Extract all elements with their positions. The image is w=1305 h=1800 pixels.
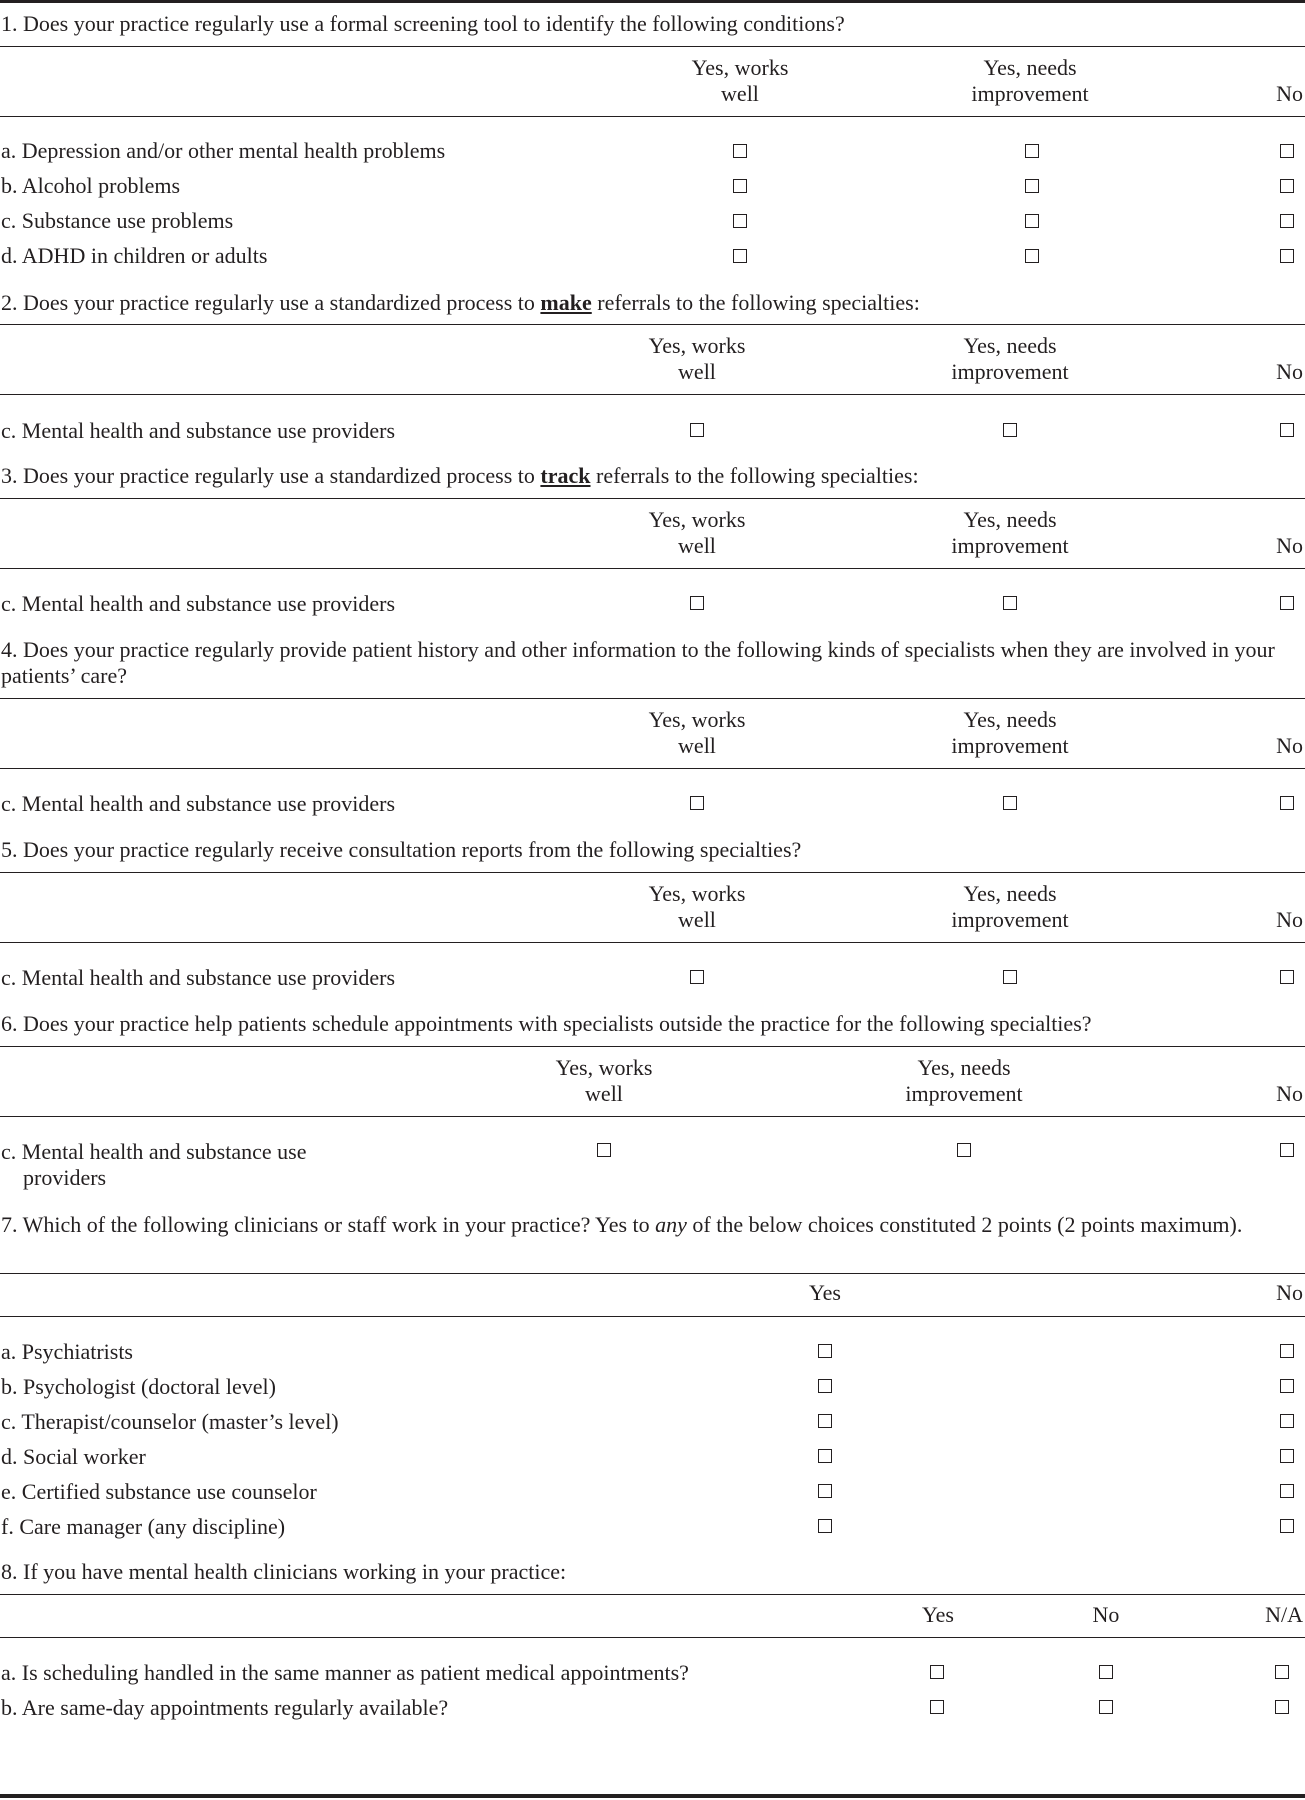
col-no-header: No — [1276, 1081, 1303, 1106]
row-label: a. Psychiatrists — [1, 1339, 133, 1364]
row-label: c. Mental health and substance use providers — [1, 591, 396, 616]
header-bottom-rule — [0, 116, 1305, 117]
question-1-text: 1. Does your practice regularly use a formal screening tool to identify the following conditions? — [1, 11, 845, 36]
checkbox-q8a-no[interactable] — [1099, 1665, 1113, 1679]
checkbox-q3c-no[interactable] — [1280, 596, 1294, 610]
question-4-text: 4. Does your practice regularly provide patient history and other information to the following kinds of specialists when they are involved in your patients’ care? — [1, 637, 1275, 688]
checkbox-q7f-no[interactable] — [1280, 1519, 1294, 1533]
checkbox-q1a-no[interactable] — [1280, 144, 1294, 158]
header-top-rule — [0, 1046, 1305, 1047]
checkbox-q8a-na[interactable] — [1275, 1665, 1289, 1679]
col-no-header: No — [1276, 533, 1303, 558]
checkbox-q8b-no[interactable] — [1099, 1700, 1113, 1714]
header-bottom-rule — [0, 1116, 1305, 1117]
col-yes-works-well-header: Yes, works well — [648, 333, 746, 384]
checkbox-q2c-no[interactable] — [1280, 423, 1294, 437]
checkbox-q3c-yes-needs-improvement[interactable] — [1003, 596, 1017, 610]
row-label: a. Is scheduling handled in the same manner as patient medical appointments? — [1, 1660, 689, 1685]
header-bottom-rule — [0, 394, 1305, 395]
header-bottom-rule — [0, 768, 1305, 769]
checkbox-q1d-yes-needs-improvement[interactable] — [1025, 249, 1039, 263]
row-label: b. Are same-day appointments regularly available? — [1, 1695, 449, 1720]
col-yes-works-well-header: Yes, works well — [691, 55, 789, 106]
row-label: c. Mental health and substance use providers — [1, 1139, 307, 1190]
row-label: f. Care manager (any discipline) — [1, 1514, 286, 1539]
col-yes-needs-improvement-header: Yes, needs improvement — [951, 333, 1069, 384]
checkbox-q7e-yes[interactable] — [818, 1484, 832, 1498]
checkbox-q5c-yes-works-well[interactable] — [690, 970, 704, 984]
col-yes-works-well-header: Yes, works well — [648, 507, 746, 558]
checkbox-q1d-no[interactable] — [1280, 249, 1294, 263]
checkbox-q7d-yes[interactable] — [818, 1449, 832, 1463]
col-yes-works-well-header: Yes, works well — [648, 707, 746, 758]
header-bottom-rule — [0, 568, 1305, 569]
checkbox-q1c-yes-needs-improvement[interactable] — [1025, 214, 1039, 228]
row-label: c. Substance use problems — [1, 208, 234, 233]
row-label: e. Certified substance use counselor — [1, 1479, 317, 1504]
header-bottom-rule — [0, 1316, 1305, 1317]
col-yes-works-well-header: Yes, works well — [648, 881, 746, 932]
checkbox-q1c-no[interactable] — [1280, 214, 1294, 228]
header-bottom-rule — [0, 1637, 1305, 1638]
checkbox-q7b-no[interactable] — [1280, 1379, 1294, 1393]
row-label: d. ADHD in children or adults — [1, 243, 268, 268]
top-border — [0, 0, 1305, 3]
row-label: a. Depression and/or other mental health problems — [1, 138, 446, 163]
col-yes-header: Yes — [808, 1280, 841, 1305]
checkbox-q3c-yes-works-well[interactable] — [690, 596, 704, 610]
col-yes-needs-improvement-header: Yes, needs improvement — [971, 55, 1089, 106]
checkbox-q5c-yes-needs-improvement[interactable] — [1003, 970, 1017, 984]
header-top-rule — [0, 698, 1305, 699]
header-bottom-rule — [0, 942, 1305, 943]
checkbox-q1c-yes-works-well[interactable] — [733, 214, 747, 228]
col-yes-header: Yes — [921, 1602, 954, 1627]
row-label: b. Psychologist (doctoral level) — [1, 1374, 276, 1399]
bottom-border — [0, 1794, 1305, 1798]
question-5-text: 5. Does your practice regularly receive consultation reports from the following specialties? — [1, 837, 802, 862]
checkbox-q6c-no[interactable] — [1280, 1143, 1294, 1157]
row-label: c. Therapist/counselor (master’s level) — [1, 1409, 339, 1434]
col-yes-works-well-header: Yes, works well — [555, 1055, 653, 1106]
col-no-header: No — [1092, 1602, 1120, 1627]
question-8-text: 8. If you have mental health clinicians working in your practice: — [1, 1559, 567, 1584]
checkbox-q8b-yes[interactable] — [930, 1700, 944, 1714]
col-yes-needs-improvement-header: Yes, needs improvement — [951, 707, 1069, 758]
row-label: d. Social worker — [1, 1444, 146, 1469]
checkbox-q8b-na[interactable] — [1275, 1700, 1289, 1714]
checkbox-q1a-yes-works-well[interactable] — [733, 144, 747, 158]
header-top-rule — [0, 46, 1305, 47]
checkbox-q7c-no[interactable] — [1280, 1414, 1294, 1428]
checkbox-q7a-yes[interactable] — [818, 1344, 832, 1358]
checkbox-q1b-yes-works-well[interactable] — [733, 179, 747, 193]
question-2-text: 2. Does your practice regularly use a standardized process to make referrals to the following specialties: — [1, 290, 920, 315]
checkbox-q4c-yes-works-well[interactable] — [690, 796, 704, 810]
row-label: c. Mental health and substance use providers — [1, 791, 396, 816]
col-yes-needs-improvement-header: Yes, needs improvement — [951, 507, 1069, 558]
checkbox-q8a-yes[interactable] — [930, 1665, 944, 1679]
col-yes-needs-improvement-header: Yes, needs improvement — [951, 881, 1069, 932]
checkbox-q1b-no[interactable] — [1280, 179, 1294, 193]
col-no-header: No — [1276, 733, 1303, 758]
question-6-text: 6. Does your practice help patients schedule appointments with specialists outside the practice for the following specialties? — [1, 1011, 1092, 1036]
row-label: c. Mental health and substance use providers — [1, 965, 396, 990]
checkbox-q1b-yes-needs-improvement[interactable] — [1025, 179, 1039, 193]
col-no-header: No — [1276, 907, 1303, 932]
header-top-rule — [0, 498, 1305, 499]
checkbox-q5c-no[interactable] — [1280, 970, 1294, 984]
checkbox-q6c-yes-works-well[interactable] — [597, 1143, 611, 1157]
header-top-rule — [0, 1273, 1305, 1274]
col-na-header: N/A — [1265, 1602, 1303, 1627]
checkbox-q4c-yes-needs-improvement[interactable] — [1003, 796, 1017, 810]
checkbox-q7d-no[interactable] — [1280, 1449, 1294, 1463]
col-no-header: No — [1276, 359, 1303, 384]
row-label: c. Mental health and substance use providers — [1, 418, 396, 443]
checkbox-q1a-yes-needs-improvement[interactable] — [1025, 144, 1039, 158]
question-7-text: 7. Which of the following clinicians or staff work in your practice? Yes to any of the below choices constituted 2 points (2 points maximum). — [1, 1212, 1243, 1237]
checkbox-q1d-yes-works-well[interactable] — [733, 249, 747, 263]
checkbox-q7c-yes[interactable] — [818, 1414, 832, 1428]
checkbox-q6c-yes-needs-improvement[interactable] — [957, 1143, 971, 1157]
row-label: b. Alcohol problems — [1, 173, 181, 198]
checkbox-q7b-yes[interactable] — [818, 1379, 832, 1393]
checkbox-q7a-no[interactable] — [1280, 1344, 1294, 1358]
checkbox-q7e-no[interactable] — [1280, 1484, 1294, 1498]
col-yes-needs-improvement-header: Yes, needs improvement — [905, 1055, 1023, 1106]
header-top-rule — [0, 1594, 1305, 1595]
col-no-header: No — [1276, 1280, 1303, 1305]
question-3-text: 3. Does your practice regularly use a standardized process to track referrals to the following specialties: — [1, 463, 919, 488]
header-top-rule — [0, 872, 1305, 873]
col-no-header: No — [1276, 81, 1303, 106]
checkbox-q4c-no[interactable] — [1280, 796, 1294, 810]
checkbox-q2c-yes-needs-improvement[interactable] — [1003, 423, 1017, 437]
checkbox-q2c-yes-works-well[interactable] — [690, 423, 704, 437]
header-top-rule — [0, 324, 1305, 325]
checkbox-q7f-yes[interactable] — [818, 1519, 832, 1533]
